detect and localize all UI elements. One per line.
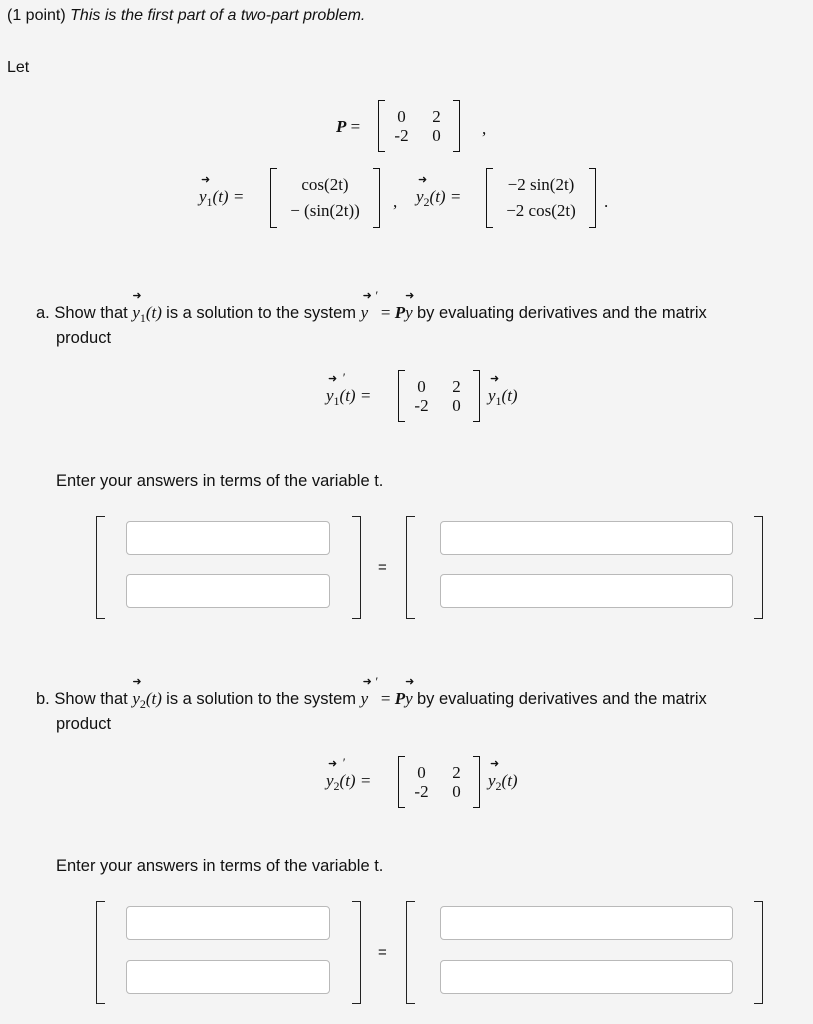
vector-arrow-icon: ➜ — [490, 758, 500, 770]
equals-sign: = — [350, 117, 361, 136]
vector-arrow-icon: ➜ — [418, 174, 428, 186]
subscript: 2 — [333, 779, 340, 793]
matrix-cell: 2 — [432, 107, 441, 126]
b-right-bottom-input[interactable] — [440, 960, 733, 994]
t-argument: (t) = — [339, 386, 372, 405]
right-bracket — [352, 516, 361, 619]
y-symbol: y — [326, 771, 334, 790]
equals-sign: = — [378, 559, 387, 576]
equals-sign: = — [378, 944, 387, 961]
subscript: 1 — [333, 394, 340, 408]
y1-vector — [270, 168, 380, 228]
b-left-bottom-input[interactable] — [126, 960, 330, 994]
equals-sign: = — [380, 303, 391, 322]
equals-sign: = — [380, 689, 391, 708]
right-bracket — [754, 901, 763, 1004]
vector-arrow-icon: ➜ — [490, 373, 500, 385]
part-b-mid: is a solution to the system — [166, 690, 357, 708]
y-symbol: y — [360, 303, 369, 322]
matrix-cell: -2 — [394, 126, 409, 145]
part-a-rhs-vector: ➜ $y_1(t)$ — [488, 373, 518, 408]
part-b-suffix: by evaluating derivatives and the matrix — [416, 690, 707, 708]
comma: , — [482, 119, 487, 138]
vector-arrow-icon: ➜ — [405, 290, 415, 302]
subscript: 1 — [206, 195, 213, 209]
y-symbol: y — [488, 386, 496, 405]
matrix-cell: 0 — [432, 126, 441, 145]
prime-mark: ′ — [374, 674, 378, 689]
vector-arrow-icon: ➜ — [328, 758, 338, 770]
vector-arrow-icon: ➜ — [132, 676, 142, 688]
vector-arrow-icon: ➜ — [362, 676, 372, 688]
b-left-top-input[interactable] — [126, 906, 330, 940]
comma: , — [393, 192, 398, 211]
b-right-top-input[interactable] — [440, 906, 733, 940]
part-b-statement: b. Show that ➜ $y_2(t)$ is a solution to the system ➜ ′ y = P ➜ y by evaluating derivatives and the matrix — [36, 674, 707, 711]
left-bracket — [406, 516, 415, 619]
part-b-prefix: b. Show that — [36, 690, 128, 708]
y-symbol: y — [416, 187, 424, 206]
y-symbol: y — [132, 689, 140, 708]
let-label: Let — [7, 59, 30, 76]
a-right-bottom-input[interactable] — [440, 574, 733, 608]
vector-entry: −2 sin(2t) — [507, 175, 575, 194]
part-a-mid: is a solution to the system — [166, 304, 357, 322]
matrix-cell: -2 — [414, 782, 429, 801]
prime-mark: ′ — [374, 288, 378, 303]
matrix-cell: 2 — [452, 377, 461, 396]
y-symbol: y — [405, 303, 413, 322]
part-b-lhs — [326, 755, 372, 793]
part-b-instruction: Enter your answers in terms of the variable t. — [56, 857, 384, 875]
part-a-line2: product — [56, 329, 112, 347]
a-left-top-input[interactable] — [126, 521, 330, 555]
part-a-instruction: Enter your answers in terms of the variable t. — [56, 472, 384, 490]
matrix-cell: 0 — [417, 377, 426, 396]
left-bracket — [96, 516, 105, 619]
vector-arrow-icon: ➜ — [405, 676, 415, 688]
vector-arrow-icon: ➜ — [201, 174, 211, 186]
part-b-line2: product — [56, 715, 112, 733]
points-label: (1 point) — [7, 7, 66, 24]
p-symbol: P — [394, 689, 406, 708]
period: . — [604, 192, 609, 211]
subscript: 2 — [423, 195, 430, 209]
t-argument: (t) = — [212, 187, 245, 206]
y-symbol: y — [405, 689, 413, 708]
subscript: 1 — [139, 311, 146, 325]
vector-entry: cos(2t) — [301, 175, 349, 194]
part-a-statement: a. Show that ➜ $y_1(t)$ is a solution to the system ➜ ′ y = P ➜ y by evaluating derivatives and the matrix — [36, 288, 707, 325]
left-bracket — [406, 901, 415, 1004]
y1-definition — [199, 174, 245, 209]
y-symbol: y — [132, 303, 140, 322]
y-symbol: y — [199, 187, 207, 206]
right-bracket — [754, 516, 763, 619]
subscript: 2 — [495, 779, 502, 793]
problem-description: This is the first part of a two-part problem. — [70, 7, 366, 24]
matrix-cell: 0 — [397, 107, 406, 126]
y2-vector — [486, 168, 596, 228]
p-definition — [336, 117, 360, 137]
prime-mark: ′ — [342, 755, 345, 770]
y-symbol: y — [360, 689, 369, 708]
t-argument: (t) = — [339, 771, 372, 790]
vector-entry: − (sin(2t)) — [290, 201, 360, 220]
y-symbol: y — [326, 386, 334, 405]
y-symbol: y — [488, 771, 496, 790]
subscript: 2 — [139, 697, 146, 711]
matrix-cell: -2 — [414, 396, 429, 415]
p-symbol: P — [394, 303, 406, 322]
part-a-suffix: by evaluating derivatives and the matrix — [416, 304, 707, 322]
matrix-cell: 0 — [417, 763, 426, 782]
matrix-cell: 2 — [452, 763, 461, 782]
part-b-rhs-vector: ➜ $y_2(t)$ — [488, 758, 518, 793]
prime-mark: ′ — [342, 370, 345, 385]
vector-entry: −2 cos(2t) — [506, 201, 576, 220]
t-argument: (t) = — [429, 187, 462, 206]
part-a-lhs — [326, 370, 372, 408]
subscript: 1 — [495, 394, 502, 408]
vector-arrow-icon: ➜ — [132, 290, 142, 302]
a-left-bottom-input[interactable] — [126, 574, 330, 608]
p-symbol: P — [336, 117, 347, 136]
problem-header — [7, 7, 365, 25]
vector-arrow-icon: ➜ — [362, 290, 372, 302]
matrix-cell: 0 — [452, 396, 461, 415]
part-a-prefix: a. Show that — [36, 304, 128, 322]
matrix-cell: 0 — [452, 782, 461, 801]
a-right-top-input[interactable] — [440, 521, 733, 555]
right-bracket — [352, 901, 361, 1004]
y2-definition — [416, 174, 462, 209]
p-matrix-a — [398, 370, 480, 422]
left-bracket — [96, 901, 105, 1004]
p-matrix-b — [398, 756, 480, 808]
p-matrix — [378, 100, 460, 152]
vector-arrow-icon: ➜ — [328, 373, 338, 385]
